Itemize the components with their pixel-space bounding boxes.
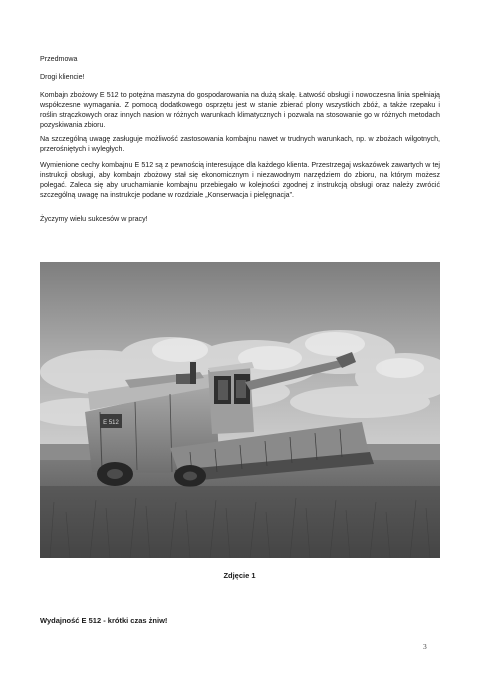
closing-text: Życzymy wielu sukcesów w pracy! [40, 215, 148, 223]
paragraph-instructions: Wymienione cechy kombajnu E 512 są z pewnością interesujące dla każdego klienta. Przestrzegaj wskazówek zawartych w tej instrukcji obsługi, aby kombajn zbożowy stał się ekonomicznym i niezawodnym narzędziem do zbioru, na którym możesz polegać. Zaleca się aby uruchamianie kombajnu przebiegało w kolejności zgodnej z instrukcją obsługi oraz należy zwrócić szczególną uwagę na instrukcje podane w rozdziale „Konserwacja i pielęgnacja”. [40, 161, 440, 199]
combine-harvester-photo [40, 262, 440, 558]
paragraph-conditions: Na szczególną uwagę zasługuje możliwość zastosowania kombajnu nawet w trudnych warunkach, np. w zbożach wilgotnych, przerośniętych i wyległych. [40, 135, 440, 153]
combine-model-label: E 512 [103, 420, 119, 426]
section-title: Wydajność E 512 - krótki czas żniw! [40, 616, 168, 625]
greeting-text: Drogi kliencie! [40, 73, 85, 81]
paragraph-intro: Kombajn zbożowy E 512 to potężna maszyna do gospodarowania na dużą skalę. Łatwość obsługi i nowoczesna linia spełniają współczesne wymagania. Z pomocą dodatkowego osprzętu jest w stanie zbierać plony wszystkich zbóż, a także rzepaku i roślin strączkowych oraz innych nasion w różnych warunkach klimatycznych i pozwala na stosowanie go w różnych metodach pozyskiwania zbioru. [40, 91, 440, 129]
photo-caption: Zdjęcie 1 [223, 571, 256, 580]
preface-heading: Przedmowa [40, 55, 78, 63]
page-number: 3 [423, 642, 427, 651]
